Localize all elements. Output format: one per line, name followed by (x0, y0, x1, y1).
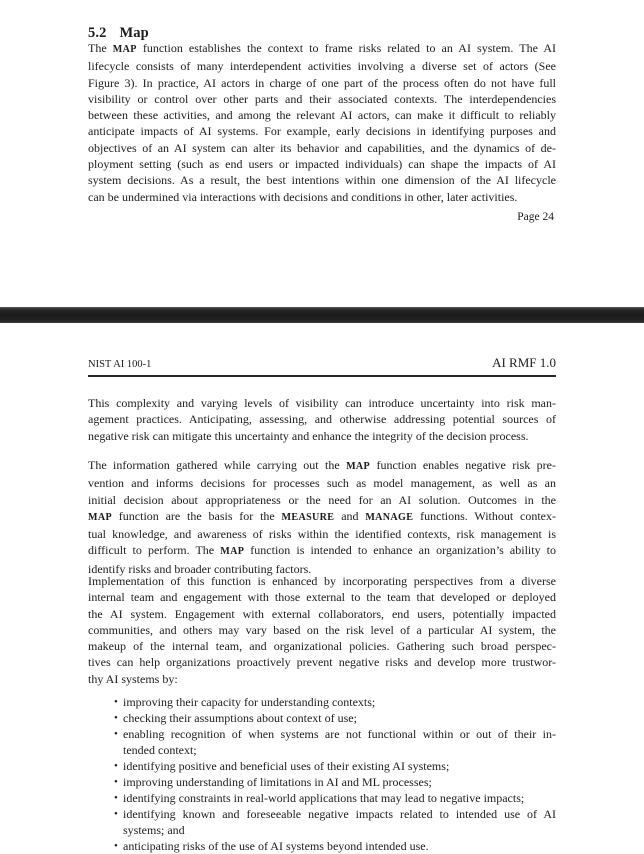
list-item-text (123, 774, 556, 790)
list-item (88, 758, 556, 774)
text-line: initial decision about appropriateness or the need for an AI solution. Outcomes in the (88, 492, 556, 507)
text-line: This complexity and varying levels of visibility can introduce uncertainty into risk man- (88, 396, 556, 410)
list-item (88, 694, 556, 710)
text-line: visibility or control over other parts and their associated contexts. The interdependencies (88, 91, 556, 106)
text-line: enabling recognition of when systems are not functional within or out of their in- (123, 727, 556, 741)
text-line: agement practices. Anticipating, assessing, and otherwise addressing potential sources of (88, 412, 556, 427)
text-line: identifying known and foreseeable negative impacts related to intended use of AI (123, 807, 556, 821)
text-line: systems; and (123, 823, 185, 837)
bullet-icon: • (114, 791, 118, 804)
text-line: tual knowledge, and awareness of risks within the identified contexts, risk management is (88, 527, 556, 542)
list-item-text (123, 790, 556, 806)
running-header (88, 355, 556, 371)
bullet-icon: • (114, 807, 118, 820)
list-item (88, 710, 556, 726)
section-title: Map (119, 25, 149, 42)
text-line: The information gathered while carrying out the MAP function enables negative risk pre- (88, 458, 556, 472)
body-paragraph (88, 457, 556, 577)
text-line: communities, and others may vary based on the risk level of a particular AI system, the (88, 622, 556, 637)
list-item-text (123, 726, 556, 758)
text-line: objectives of an AI system can alter its behavior and capabilities, and the dynamics of de- (88, 140, 556, 155)
text-line: Figure 3). In practice, AI actors in charge of one part of the process often do not have full (88, 75, 556, 90)
text-line: identifying positive and beneficial uses of their existing AI systems; (123, 759, 450, 773)
text-line: anticipate impacts of AI systems. For example, early decisions in identifying purposes and (88, 124, 556, 139)
bullet-icon: • (114, 839, 118, 852)
text-line: thy AI systems by: (88, 671, 178, 686)
running-header-left: NIST AI 100-1 (88, 359, 152, 370)
text-line: The MAP function establishes the context to frame risks related to an AI system. The AI (88, 41, 556, 55)
list-item-text (123, 710, 556, 726)
running-header-right: AI RMF 1.0 (492, 355, 556, 370)
body-paragraph (88, 573, 556, 687)
text-line: tended context; (123, 743, 197, 757)
bullet-icon: • (114, 775, 118, 788)
text-line: tives can help organizations proactively prevent negative risks and develop more trustwor- (88, 655, 556, 670)
bullet-icon: • (114, 759, 118, 772)
text-line: identifying constraints in real-world applications that may lead to negative impacts; (123, 791, 525, 805)
list-item (88, 806, 556, 838)
text-line: checking their assumptions about context of use; (123, 711, 357, 725)
page-number-footer: Page 24 (517, 211, 554, 223)
text-line: identify risks and broader contributing factors. (88, 561, 312, 576)
header-rule (88, 375, 556, 377)
list-item (88, 774, 556, 790)
bullet-list (88, 694, 556, 854)
text-line: MAP function are the basis for the MEASURE and MANAGE functions. Without contex- (88, 508, 556, 523)
text-line: can be undermined via interactions with decisions and conditions in other, later activities. (88, 189, 518, 204)
text-line: makeup of the internal team, and organizational policies. Gathering such broad perspec- (88, 639, 556, 654)
body-paragraph (88, 40, 556, 205)
list-item-text (123, 694, 556, 710)
text-line: anticipating risks of the use of AI systems beyond intended use. (123, 839, 429, 853)
text-line: lifecycle consists of many interdependent activities involving a diverse set of actors (See (88, 59, 556, 74)
text-line: internal team and engagement with those external to the team that developed or deployed (88, 590, 556, 605)
text-line: vention and informs decisions for processes such as model management, as well as an (88, 476, 556, 491)
section-number: 5.2 (88, 25, 107, 42)
list-item-text (123, 758, 556, 774)
text-line: improving their capacity for understanding contexts; (123, 695, 376, 709)
bullet-icon: • (114, 727, 118, 740)
page-divider (0, 307, 644, 323)
list-item (88, 726, 556, 758)
text-line: negative risk can mitigate this uncertainty and enhance the integrity of the decision process. (88, 428, 529, 443)
text-line: improving understanding of limitations in AI and ML processes; (123, 775, 432, 789)
bullet-icon: • (114, 695, 118, 708)
text-line: difficult to perform. The MAP function is intended to enhance an organization’s ability to (88, 543, 556, 558)
text-line: between these activities, and among the relevant AI actors, can make it difficult to reliably (88, 108, 556, 123)
text-line: Implementation of this function is enhanced by incorporating perspectives from a diverse (88, 574, 556, 588)
bullet-icon: • (114, 711, 118, 724)
text-line: ployment setting (such as end users or impacted individuals) can shape the impacts of AI (88, 157, 556, 172)
text-line: the AI system. Engagement with external collaborators, end users, potentially impacted (88, 606, 556, 621)
list-item-text (123, 806, 556, 838)
text-line: system decisions. As a result, the best intentions within one dimension of the AI lifecycle (88, 173, 556, 188)
body-paragraph (88, 395, 556, 444)
list-item (88, 790, 556, 806)
